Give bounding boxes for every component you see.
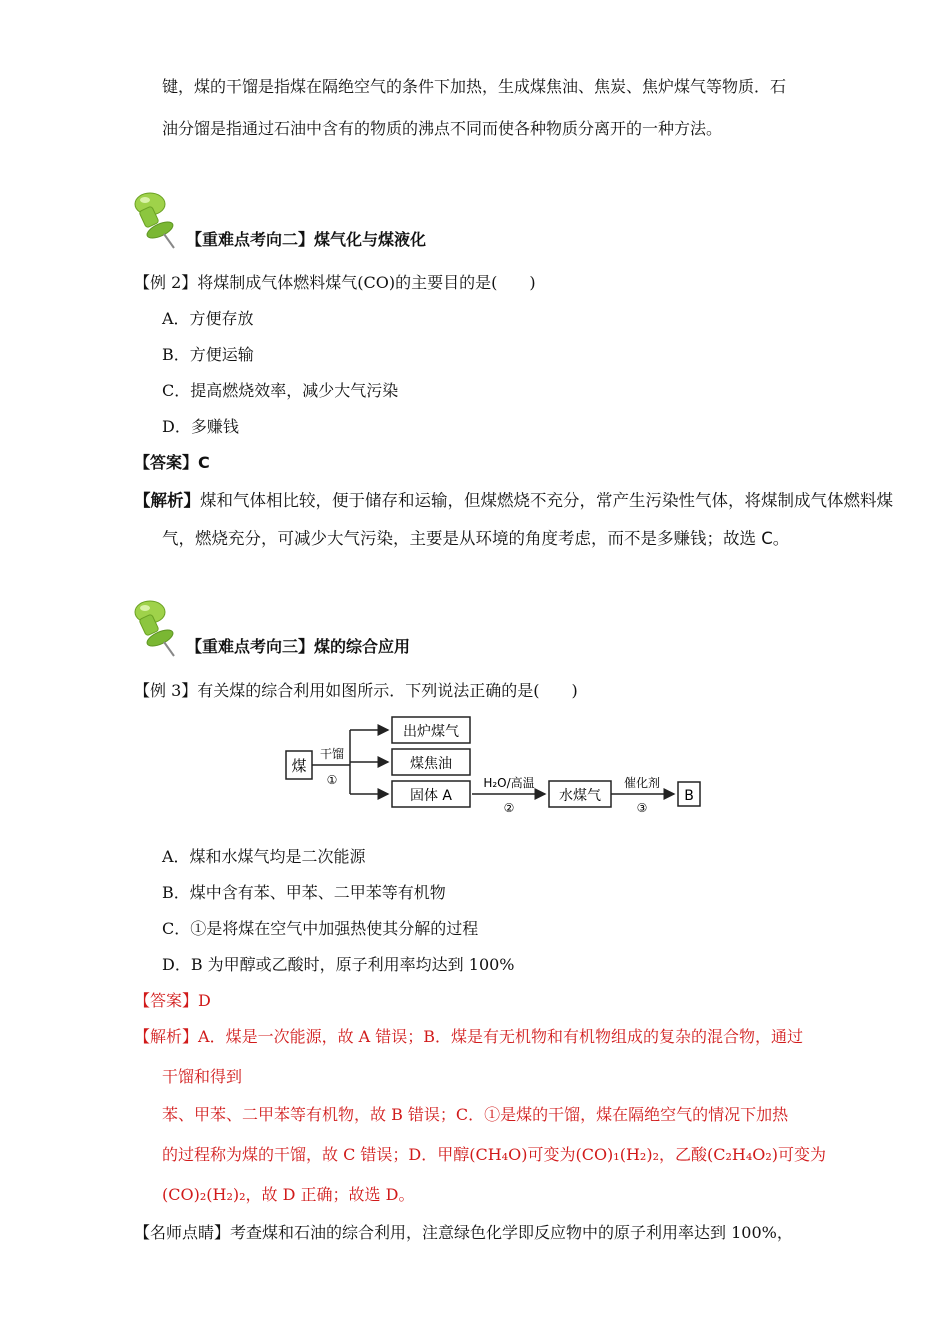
example-2-option-c: C．提高燃烧效率，减少大气污染 <box>162 381 399 400</box>
example-3-option-a: A．煤和水煤气均是二次能源 <box>162 847 366 866</box>
example-2-answer <box>134 452 210 474</box>
example-2-analysis-line-1 <box>134 490 893 512</box>
teacher-tip: 【名师点睛】考查煤和石油的综合利用，注意绿色化学即反应物中的原子利用率达到 100%， <box>134 1223 793 1242</box>
analysis-text: A．煤是一次能源，故 A 错误；B．煤是有无机物和有机物组成的复杂的混合物，通过 <box>198 1027 804 1046</box>
analysis-label: 【解析】 <box>134 491 200 510</box>
product-1-label: 出炉煤气 <box>403 724 459 740</box>
step-3-label: 催化剂 <box>623 776 661 790</box>
example-2-option-d: D．多赚钱 <box>162 417 239 436</box>
example-2-question: 【例 2】将煤制成气体燃料煤气(CO)的主要目的是( ) <box>134 273 536 292</box>
step-2-number: ② <box>503 801 515 815</box>
answer-value: D <box>198 991 211 1010</box>
answer-label: 【答案】 <box>134 453 199 472</box>
coal-utilization-flow-diagram <box>282 712 712 824</box>
example-3-option-c: C．①是将煤在空气中加强热使其分解的过程 <box>162 919 479 938</box>
pushpin-icon <box>128 190 184 252</box>
example-2-analysis-line-2: 气，燃烧充分，可减少大气污染，主要是从环境的角度考虑，而不是多赚钱；故选 C。 <box>162 529 790 548</box>
step-2-label: H₂O/高温 <box>483 776 535 790</box>
example-3-question: 【例 3】有关煤的综合利用如图所示．下列说法正确的是( ) <box>134 681 578 700</box>
coal-label: 煤 <box>291 757 307 775</box>
step-1-number: ① <box>326 773 338 787</box>
pushpin-icon <box>128 598 184 660</box>
example-2-option-b: B．方便运输 <box>162 345 254 364</box>
section-2-title: 【重难点考向二】煤气化与煤液化 <box>186 230 427 249</box>
answer-value: C <box>198 453 210 472</box>
intro-line-2: 油分馏是指通过石油中含有的物质的沸点不同而使各种物质分离开的一种方法。 <box>162 119 723 138</box>
section-3-title: 【重难点考向三】煤的综合应用 <box>186 637 411 656</box>
example-3-answer <box>134 990 211 1012</box>
example-3-analysis-line-5: (CO)₂(H₂)₂，故 D 正确；故选 D。 <box>162 1185 415 1204</box>
example-3-option-b: B．煤中含有苯、甲苯、二甲苯等有机物 <box>162 883 446 902</box>
analysis-text: 煤和气体相比较，便于储存和运输，但煤燃烧不充分，常产生污染性气体，将煤制成气体燃料煤 <box>200 491 893 510</box>
example-3-analysis-line-3: 苯、甲苯、二甲苯等有机物，故 B 错误；C．①是煤的干馏，煤在隔绝空气的情况下加热 <box>162 1105 789 1124</box>
final-product-label: B <box>684 788 694 804</box>
product-3-label: 固体 A <box>409 788 453 804</box>
step-3-number: ③ <box>636 801 648 815</box>
analysis-label: 【解析】 <box>134 1027 199 1046</box>
example-3-analysis-line-2: 干馏和得到 <box>162 1067 243 1086</box>
product-2-label: 煤焦油 <box>410 756 452 772</box>
intro-line-1: 键，煤的干馏是指煤在隔绝空气的条件下加热，生成煤焦油、焦炭、焦炉煤气等物质．石 <box>162 77 787 96</box>
water-gas-label: 水煤气 <box>559 788 601 804</box>
example-3-analysis-line-1 <box>134 1026 803 1048</box>
example-3-option-d: D．B 为甲醇或乙酸时，原子利用率均达到 100% <box>162 955 515 974</box>
example-2-option-a: A．方便存放 <box>162 309 254 328</box>
answer-label: 【答案】 <box>134 991 199 1010</box>
step-1-label: 干馏 <box>319 747 345 761</box>
example-3-analysis-line-4: 的过程称为煤的干馏，故 C 错误；D．甲醇(CH₄O)可变为(CO)₁(H₂)₂，乙酸(C₂H₄O₂)可变为 <box>162 1145 827 1164</box>
